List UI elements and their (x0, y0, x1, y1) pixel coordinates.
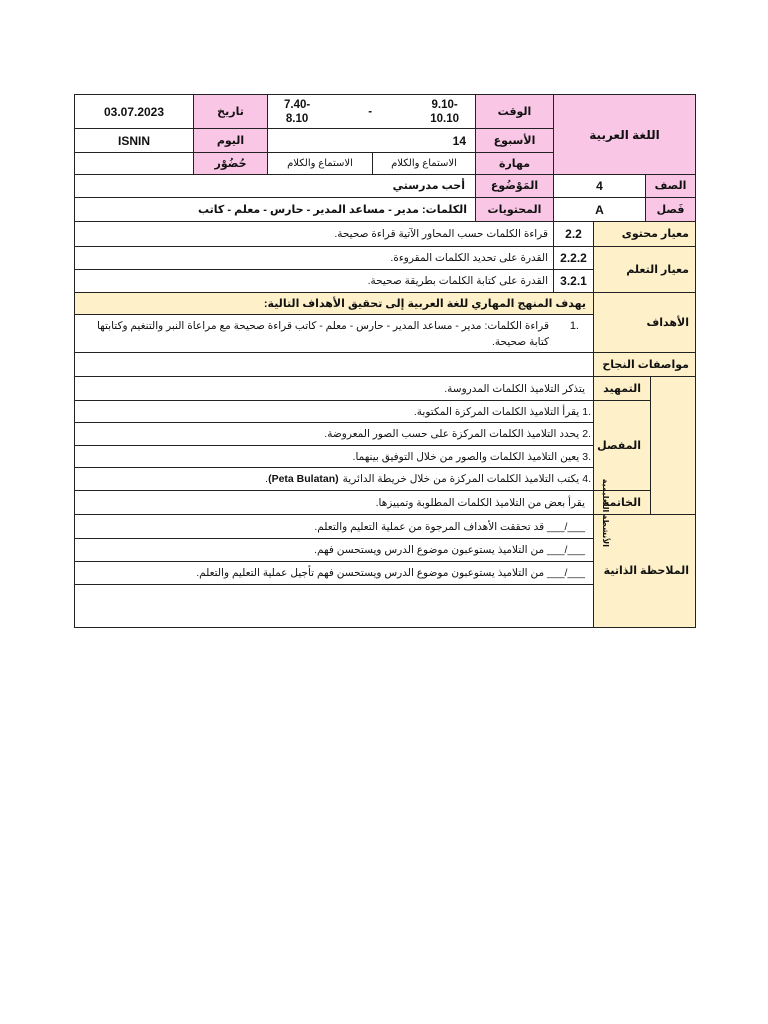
time-value (267, 94, 476, 129)
development-item-text: يعين التلاميذ الكلمات والصور من خلال التوفيق بينهما. (352, 450, 580, 463)
development-item-emphasis: (Peta Bulatan) (268, 473, 339, 485)
skill-label: مهارة (475, 152, 554, 175)
time-slot-2-start: 9.10- (431, 98, 458, 111)
objective-text: قراءة الكلمات: مدير - مساعد المدير - حارس - معلم - كاتب قراءة صحيحة مع مراعاة النبر والتنغيم وكتابتها كتابة صحيحة. (96, 320, 549, 348)
time-slot-1 (284, 98, 310, 126)
content-standard-code: 2.2 (553, 221, 594, 247)
development-item-text: يكتب التلاميذ الكلمات المركزة من خلال خريطة الدائرية (342, 473, 580, 485)
development-item-number: 3. (582, 450, 591, 463)
development-item-text: يحدد التلاميذ الكلمات المركزة على حسب الصور المعروضة. (324, 428, 580, 440)
subject-title: اللغة العربية (553, 94, 696, 175)
skill-value-secondary: الاستماع والكلام (267, 152, 373, 175)
learning-standard-code-1: 2.2.2 (553, 246, 594, 270)
date-label: تاريخ (193, 94, 268, 129)
topic-value: أحب مدرستي (74, 174, 476, 198)
time-separator: - (368, 105, 373, 118)
section-label: فَصل (645, 197, 696, 222)
development-item-tail: . (265, 473, 269, 485)
time-slot-1-start: 7.40- (284, 98, 311, 111)
learning-standard-text-2: القدرة على كتابة الكلمات بطريقة صحيحة. (74, 269, 554, 293)
date-value: 03.07.2023 (74, 94, 194, 129)
reflection-line: ___/___ من التلاميذ يستوعبون موضوع الدرس ويستحسن فهم تأجيل عملية التعليم والتعلم. (74, 561, 594, 585)
activities-column (650, 376, 696, 515)
reflection-line: ___/___ من التلاميذ يستوعبون موضوع الدرس ويستحسن فهم. (74, 538, 594, 562)
development-item (74, 445, 594, 468)
reflection-line: ___/___ قد تحققت الأهداف المرجوة من عملية التعليم والتعلم. (74, 514, 594, 539)
time-label: الوقت (475, 94, 554, 129)
content-standard-text: قراءة الكلمات حسب المحاور الآتية قراءة صحيحة. (74, 221, 554, 247)
time-slot-2 (430, 98, 459, 126)
introduction-text: يتذكر التلاميذ الكلمات المدروسة. (74, 376, 594, 401)
development-item (74, 467, 594, 491)
section-value: A (553, 197, 646, 222)
learning-standard-label: معيار التعلم (593, 246, 696, 293)
reflection-blank-row (74, 584, 594, 628)
week-value: 14 (267, 128, 476, 153)
day-value: ISNIN (74, 128, 194, 153)
day-label: اليوم (193, 128, 268, 153)
success-criteria-value (74, 352, 594, 377)
attendance-label: حُضُوْر (193, 152, 268, 175)
skill-value-primary: الاستماع والكلام (372, 152, 476, 175)
closure-label: الخاتمة (593, 490, 651, 515)
development-item (74, 422, 594, 446)
objectives-heading: يهدف المنهج المهاري للغة العربية إلى تحقيق الأهداف التالية: (74, 292, 594, 315)
development-item-number: 1. (582, 405, 591, 418)
reflection-label: الملاحظة الذاتية (593, 514, 696, 628)
development-item-text: يقرأ التلاميذ الكلمات المركزة المكتوبة. (413, 405, 580, 418)
lesson-plan-table (74, 94, 696, 628)
time-slot-2-end: 10.10 (430, 112, 459, 125)
attendance-value (74, 152, 194, 175)
objective-number: 1. (569, 320, 579, 332)
activities-vertical-label: الأنشطة التعليمية (601, 478, 610, 547)
objective-item (74, 314, 594, 353)
class-label: الصف (645, 174, 696, 198)
development-label: المفصل (593, 400, 651, 491)
time-slot-1-end: 8.10 (285, 112, 309, 125)
development-item (74, 400, 594, 423)
development-item-number: 2. (582, 428, 591, 440)
contents-label: المحتويات (475, 197, 554, 222)
objectives-label: الأهداف (593, 292, 696, 353)
contents-value: الكلمات: مدير - مساعد المدير - حارس - معلم - كاتب (74, 197, 476, 222)
success-criteria-label: مواصفات النجاح (593, 352, 696, 377)
development-item-number: 4. (582, 473, 591, 485)
learning-standard-code-2: 3.2.1 (553, 269, 594, 293)
week-label: الأسبوع (475, 128, 554, 153)
learning-standard-text-1: القدرة على تحديد الكلمات المقروءة. (74, 246, 554, 270)
class-value: 4 (553, 174, 646, 198)
introduction-label: التمهيد (593, 376, 651, 401)
closure-text: يقرأ بعض من التلاميذ الكلمات المطلوبة وتمييزها. (74, 490, 594, 515)
content-standard-label: معيار محتوى (593, 221, 696, 247)
topic-label: المَوْضُوع (475, 174, 554, 198)
